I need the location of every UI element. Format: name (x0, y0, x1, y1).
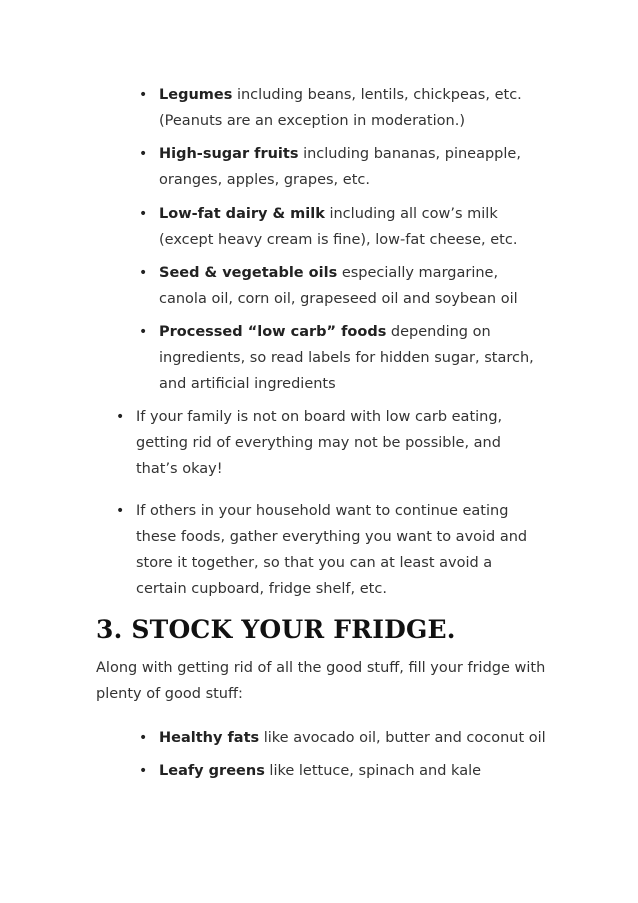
item-term: Low-fat dairy & milk (159, 206, 325, 222)
item-text: especially margarine, canola oil, corn oil, grapeseed oil and soybean oil (159, 265, 518, 307)
list-item-leafy-greens (139, 758, 559, 784)
list-item-family-not-on-board (116, 404, 541, 482)
list-item-household-others (116, 498, 546, 602)
item-term: Leafy greens (159, 763, 265, 779)
bullet-icon: • (116, 503, 125, 519)
item-text: including bananas, pineapple, oranges, apples, grapes, etc. (159, 146, 521, 188)
item-text: including all cow’s milk (except heavy cream is fine), low-fat cheese, etc. (159, 206, 518, 248)
bullet-icon: • (139, 146, 148, 162)
list-item-seed-oils (139, 260, 549, 312)
list-item-processed-low-carb (139, 319, 549, 397)
item-text: If others in your household want to continue eating these foods, gather everything you want to avoid and store it together, so that you can at least avoid a certain cupboard, fridge shelf, etc. (136, 503, 528, 597)
bullet-icon: • (116, 409, 125, 425)
item-text: depending on ingredients, so read labels for hidden sugar, starch, and artificial ingredients (159, 324, 534, 392)
item-term: Healthy fats (159, 730, 260, 746)
item-term: Processed “low carb” foods (159, 324, 387, 340)
item-term: Seed & vegetable oils (159, 265, 338, 281)
bullet-icon: • (139, 324, 148, 340)
list-item-low-fat-dairy (139, 201, 554, 253)
bullet-icon: • (139, 206, 148, 222)
bullet-icon: • (139, 730, 148, 746)
item-text: like avocado oil, butter and coconut oil (259, 730, 546, 746)
section-intro: Along with getting rid of all the good stuff, fill your fridge with plenty of good stuff: (96, 660, 546, 702)
section-heading: 3. STOCK YOUR FRIDGE. (96, 615, 456, 644)
list-item-legumes (139, 82, 559, 134)
item-text: like lettuce, spinach and kale (264, 763, 482, 779)
bullet-icon: • (139, 87, 148, 103)
item-term: Legumes (159, 87, 233, 103)
item-term: High-sugar fruits (159, 146, 299, 162)
list-item-high-sugar-fruits (139, 141, 559, 193)
bullet-icon: • (139, 763, 148, 779)
item-text: including beans, lentils, chickpeas, etc. (Peanuts are an exception in moderation.) (159, 87, 522, 129)
bullet-icon: • (139, 265, 148, 281)
item-text: If your family is not on board with low carb eating, getting rid of everything may not be possible, and that’s okay! (136, 409, 503, 477)
list-item-healthy-fats (139, 725, 559, 751)
